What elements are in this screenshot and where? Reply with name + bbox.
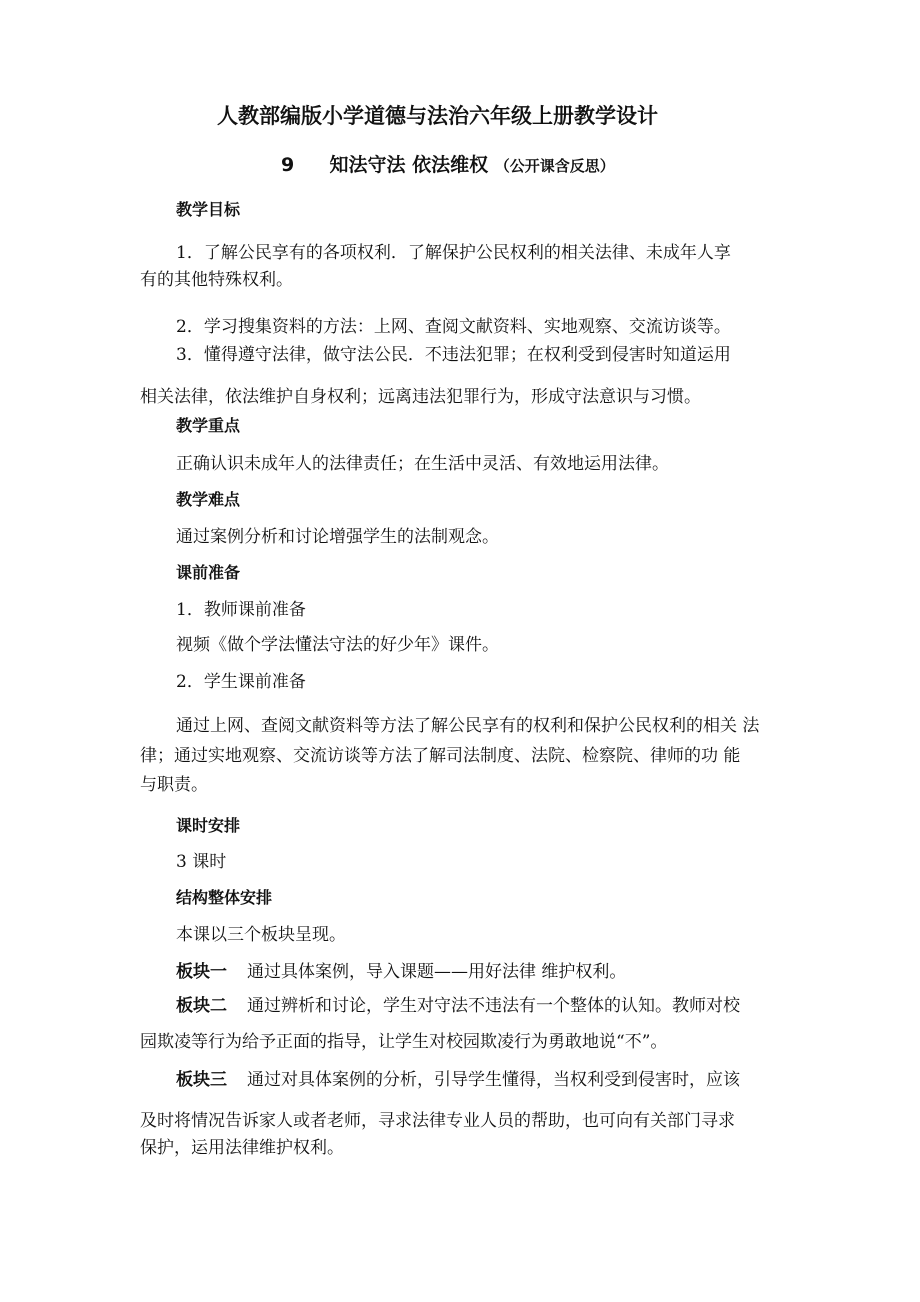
objective-2: 2．学习搜集资料的方法：上网、查阅文献资料、实地观察、交流访谈等。 [176,317,731,337]
objective-1-line-1: 1．了解公民享有的各项权利．了解保护公民权利的相关法律、未成年人享 [176,243,731,263]
student-prep-line-1: 通过上网、查阅文献资料等方法了解公民享有的权利和保护公民权利的相关 法 [176,716,760,736]
preparation-heading: 课前准备 [176,563,241,582]
block-1-text: 通过具体案例，导入课题——用好法律 维护权利。 [247,962,627,982]
teacher-prep-text: 视频《做个学法懂法守法的好少年》课件。 [176,635,499,655]
student-prep-label: 2．学生课前准备 [176,672,306,692]
lesson-title: 知法守法 依法维权 [329,154,489,176]
block-2-text-1: 通过辨析和讨论，学生对守法不违法有一个整体的认知。教师对校 [247,996,740,1016]
block-3-line-3: 保护，运用法律维护权利。 [140,1138,344,1158]
block-1 [176,962,626,982]
student-prep-line-3: 与职责。 [140,775,208,795]
objective-3-line-1: 3．懂得遵守法律，做守法公民．不违法犯罪；在权利受到侵害时知道运用 [176,345,731,365]
lesson-subtitle [281,153,615,178]
key-points-text: 正确认识未成年人的法律责任；在生活中灵活、有效地运用法律。 [176,454,669,474]
block-3-line-2: 及时将情况告诉家人或者老师，寻求法律专业人员的帮助，也可向有关部门寻求 [140,1111,735,1131]
lesson-number: 9 [281,154,295,176]
schedule-text: 3 课时 [176,852,227,872]
difficulties-heading: 教学难点 [176,490,241,509]
structure-heading: 结构整体安排 [176,888,273,907]
schedule-heading: 课时安排 [176,816,241,835]
block-3-label: 板块三 [176,1070,227,1090]
lesson-note: （公开课含反思） [494,157,615,175]
difficulties-text: 通过案例分析和讨论增强学生的法制观念。 [176,527,499,547]
block-1-label: 板块一 [176,962,227,982]
student-prep-line-2: 律；通过实地观察、交流访谈等方法了解司法制度、法院、检察院、律师的功 能 [140,746,741,766]
objective-3-line-2: 相关法律，依法维护自身权利；远离违法犯罪行为，形成守法意识与习惯。 [140,387,701,407]
block-3-text-1: 通过对具体案例的分析，引导学生懂得，当权利受到侵害时，应该 [247,1070,740,1090]
teacher-prep-label: 1．教师课前准备 [176,600,306,620]
objectives-heading: 教学目标 [176,200,241,219]
objective-1-line-2: 有的其他特殊权利。 [140,270,293,290]
block-2-label: 板块二 [176,996,227,1016]
document-title: 人教部编版小学道德与法治六年级上册教学设计 [217,104,658,128]
key-points-heading: 教学重点 [176,416,241,435]
block-3-line-1 [176,1070,740,1090]
block-2-line-2: 园欺凌等行为给予正面的指导，让学生对校园欺凌行为勇敢地说“不”。 [140,1032,668,1052]
structure-intro: 本课以三个板块呈现。 [176,925,346,945]
block-2-line-1 [176,996,740,1016]
